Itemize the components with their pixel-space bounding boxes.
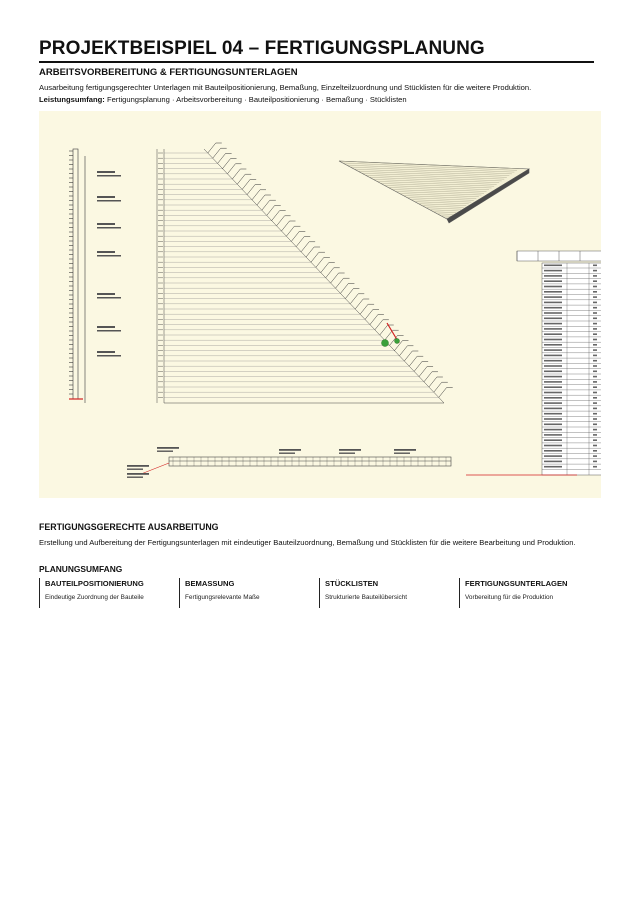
scope-column-heading: BEMASSUNG bbox=[185, 579, 235, 588]
scope-column bbox=[459, 578, 595, 608]
title-divider bbox=[39, 61, 594, 63]
scope-column-heading: STÜCKLISTEN bbox=[325, 579, 379, 588]
scope-label: Leistungsumfang: bbox=[39, 95, 105, 104]
scope-column-text: Eindeutige Zuordnung der Bauteile bbox=[45, 594, 144, 601]
scope-column bbox=[319, 578, 453, 608]
perspective-view bbox=[339, 161, 529, 223]
section-title-fabrication: FERTIGUNGSGERECHTE AUSARBEITUNG bbox=[39, 522, 219, 532]
scope-column-heading: FERTIGUNGSUNTERLAGEN bbox=[465, 579, 568, 588]
section-title-scope: PLANUNGSUMFANG bbox=[39, 564, 123, 574]
scope-column-text: Strukturierte Bauteilübersicht bbox=[325, 594, 408, 601]
intro-text: Ausarbeitung fertigungsgerechter Unterlagen mit Bauteilpositionierung, Bemaßung, Einzelteilzuordnung und Stücklisten für die weitere Produktion. bbox=[39, 83, 532, 92]
side-elevation bbox=[69, 149, 121, 403]
scope-column-text: Vorbereitung für die Produktion bbox=[465, 594, 554, 601]
parts-list bbox=[466, 251, 601, 475]
scope-column bbox=[39, 578, 173, 608]
scope-text: Fertigungsplanung · Arbeitsvorbereitung · Bauteilpositionierung · Bemaßung · Stücklisten bbox=[106, 95, 407, 104]
section-strip bbox=[127, 447, 451, 478]
scope-columns bbox=[39, 578, 601, 608]
scope-column bbox=[179, 578, 313, 608]
scope-column-text: Fertigungsrelevante Maße bbox=[185, 594, 260, 601]
page-subtitle: ARBEITSVORBEREITUNG & FERTIGUNGSUNTERLAGEN bbox=[39, 67, 298, 78]
scope-line bbox=[39, 95, 407, 104]
page-title: PROJEKTBEISPIEL 04 – FERTIGUNGSPLANUNG bbox=[39, 38, 485, 59]
scope-column-heading: BAUTEILPOSITIONIERUNG bbox=[45, 579, 144, 588]
section-text-fabrication: Erstellung und Aufbereitung der Fertigungsunterlagen mit eindeutiger Bauteilzuordnung, Bemaßung und Stücklisten für die weitere Bearbeitung und Produktion. bbox=[39, 538, 576, 547]
drawing-canvas bbox=[39, 111, 601, 498]
fabrication-drawing bbox=[39, 111, 601, 498]
